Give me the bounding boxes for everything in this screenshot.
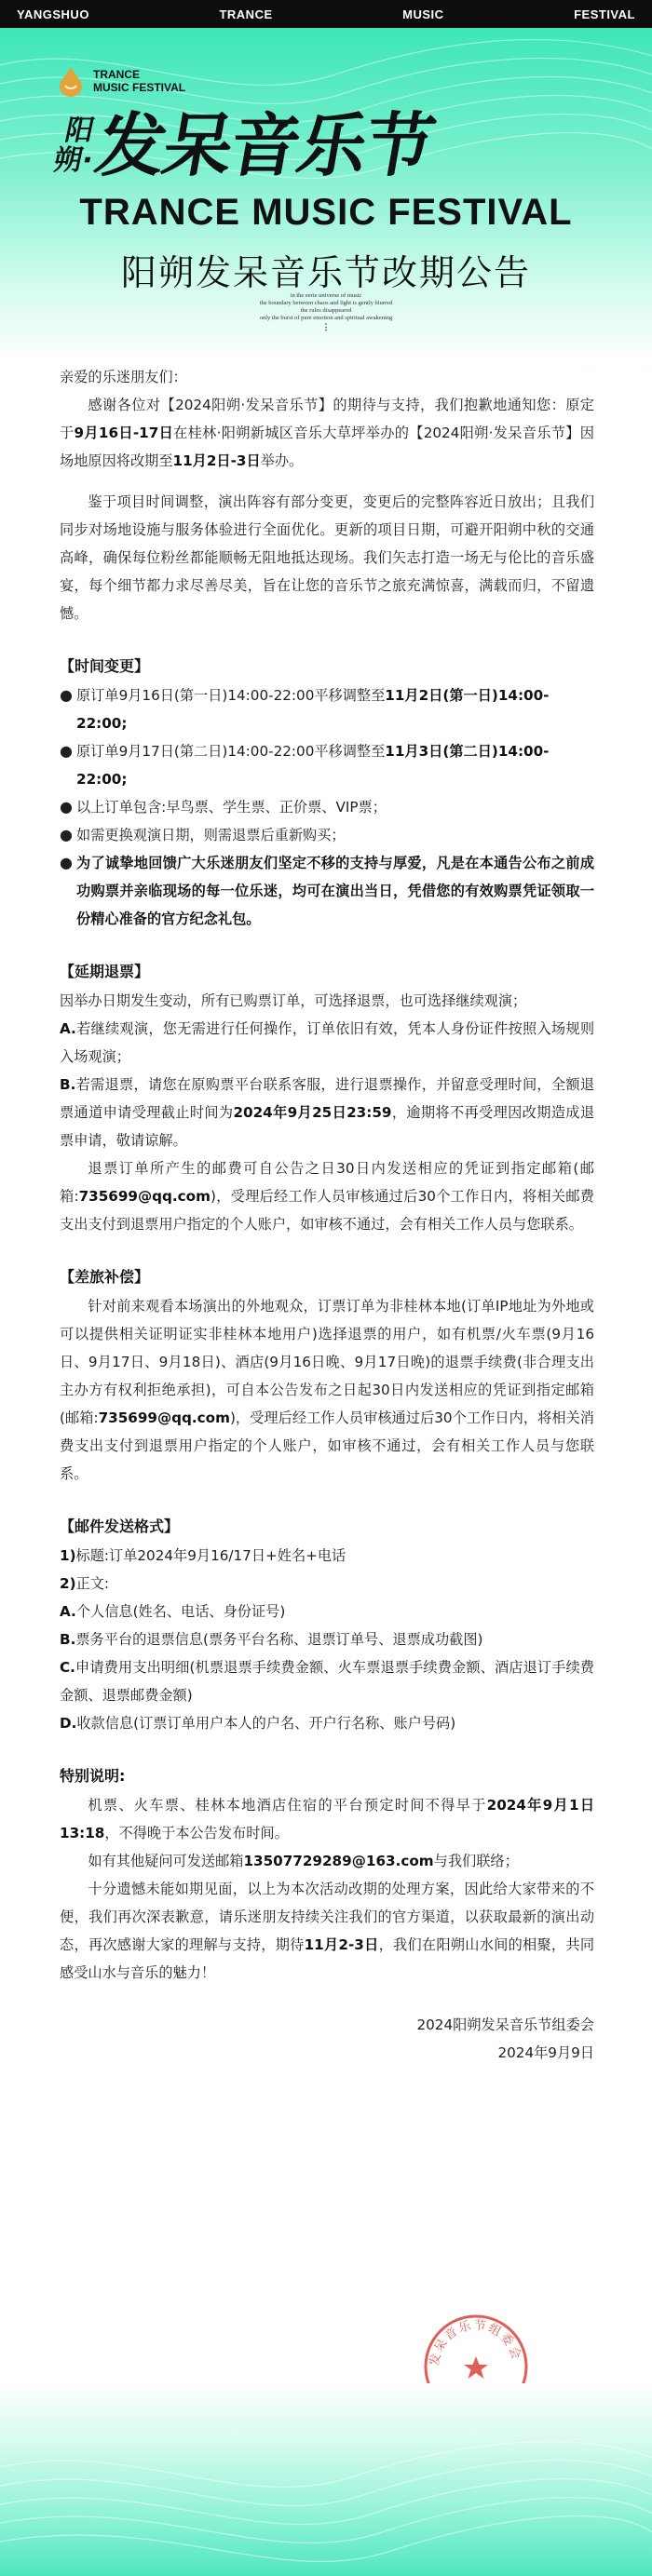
lineup-paragraph: 鉴于项目时间调整，演出阵容有部分变更，变更后的完整阵容近日放出；且我们同步对场地设施与服务体验进行全面优化。更新的项目日期，可避开阳朔中秋的交通高峰，确保每位粉丝都能顺畅无阻地抵达现场。我们矢志打造一场无与伦比的音乐盛宴，每个细节都力求尽善尽美，旨在让您的音乐节之旅充满惊喜，满载而归，不留遗憾。 xyxy=(60,493,594,622)
section-heading-time-change: 【时间变更】 xyxy=(60,657,150,675)
intro-paragraph xyxy=(60,391,594,475)
bullet-dot: ● xyxy=(60,826,73,843)
section-heading-travel: 【差旅补偿】 xyxy=(60,1268,150,1286)
mail-line-b xyxy=(60,1625,594,1653)
topbar-yangshuo: YANGSHUO xyxy=(17,7,89,21)
bullet-text: 如需更换观演日期，则需退票后重新购买； xyxy=(76,827,346,843)
new-day2-time: 11月3日(第二日)14:00-22:00; xyxy=(76,743,550,788)
postage-text-a: 退票订单所产生的邮费可自公告之日30日内发送相应的凭证到指定邮箱(邮箱: xyxy=(60,1160,594,1205)
top-bar xyxy=(0,0,652,28)
mail-text: 申请费用支出明细(机票退票手续费金额、火车票退票手续费金额、酒店退订手续费金额、退票邮费金额) xyxy=(60,1659,594,1704)
poem-line-3: the rules disappeared xyxy=(300,307,352,314)
logo-drop-icon xyxy=(54,65,88,97)
intro-text-e: 举办。 xyxy=(260,452,304,469)
greeting: 亲爱的乐迷朋友们： xyxy=(60,369,187,385)
refund-email: 735699@qq.com xyxy=(78,1188,211,1205)
signature-date: 2024年9月9日 xyxy=(497,2044,594,2061)
signature-org: 2024阳朔发呆音乐节组委会 xyxy=(416,2016,594,2033)
seal-star-icon xyxy=(464,2356,488,2379)
mail-line-a xyxy=(60,1598,594,1625)
special-contact-paragraph xyxy=(60,1847,594,1875)
seal-text: 发呆音乐节组委会 xyxy=(428,2318,523,2367)
contact-text-a: 如有其他疑问可发送邮箱 xyxy=(88,1853,244,1869)
reunion-dates: 11月2-3日 xyxy=(304,1936,379,1953)
notice-body xyxy=(60,363,594,2067)
travel-text-a: 针对前来观看本场演出的外地观众，订票订单为非桂林本地(订单IP地址为外地或可以提供相关证明证实非桂林本地用户)选择退票的用户，如有机票/火车票(9月16日、9月17日、9月18日)、酒店(9月16日晚、9月17日晚)的退票手续费(非合理支出主办方有权利拒绝承担)，可自本公告发布之日起30日内发送相应的凭证到指定邮箱(邮箱: xyxy=(60,1298,594,1426)
festival-title-en: TRANCE MUSIC FESTIVAL xyxy=(79,192,573,233)
refund-deadline: 2024年9月25日23:59 xyxy=(233,1104,392,1121)
section-heading-mail-format: 【邮件发送格式】 xyxy=(60,1517,180,1535)
mail-text: 正文: xyxy=(75,1575,110,1592)
special-text-c: ，不得晚于本公告发布时间。 xyxy=(104,1825,289,1841)
topbar-music: MUSIC xyxy=(402,7,444,21)
bullet-dot: ● xyxy=(60,798,73,816)
new-day1-time: 11月2日(第一日)14:00-22:00; xyxy=(76,687,550,732)
mail-text: 标题:订单2024年9月16/17日+姓名+电话 xyxy=(75,1547,346,1564)
poem-line-2: the boundary between chaos and light is gently blurred xyxy=(259,300,393,306)
bullet-item xyxy=(60,793,594,821)
poem-dots: ⋮ xyxy=(321,322,331,331)
mail-label: C. xyxy=(60,1659,75,1676)
mail-label: D. xyxy=(60,1715,77,1732)
bullet-dot: ● xyxy=(60,686,73,704)
bullet-text: 以上订单包含:早鸟票、学生票、正价票、VIP票； xyxy=(76,799,387,816)
travel-paragraph xyxy=(60,1292,594,1488)
festival-logo xyxy=(54,65,185,97)
topbar-festival: FESTIVAL xyxy=(574,7,635,21)
refund-option-b xyxy=(60,1071,594,1154)
mail-label: B. xyxy=(60,1631,76,1648)
mail-label: 1) xyxy=(60,1547,76,1564)
mail-label: 2) xyxy=(60,1575,76,1592)
refund-intro: 因举办日期发生变动，所有已购票订单，可选择退票，也可选择继续观演； xyxy=(60,992,527,1009)
postage-text-c: )，受理后经工作人员审核通过后30个工作日内，将相关邮费支出支付到退票用户指定的个人账户，如审核不通过，会有相关工作人员与您联系。 xyxy=(60,1188,594,1233)
hero-banner xyxy=(0,28,652,363)
section-heading-special: 特别说明: xyxy=(60,1767,126,1785)
bullet-item xyxy=(60,681,594,737)
option-text-tail: ，逾期将不再受理因改期造成退票申请，敬请谅解。 xyxy=(60,1104,595,1149)
booking-cutoff: 2024年9月1日13:18 xyxy=(60,1797,595,1841)
mail-line-body xyxy=(60,1570,594,1598)
bullet-item xyxy=(60,821,594,849)
closing-text-c: ，我们在阳朔山水间的相聚，共同感受山水与音乐的魅力！ xyxy=(60,1936,595,1981)
special-closing-paragraph xyxy=(60,1875,594,1987)
refund-postage-paragraph xyxy=(60,1154,594,1238)
refund-option-a xyxy=(60,1015,594,1071)
new-dates: 11月2日-3日 xyxy=(172,452,261,469)
bullet-item xyxy=(60,737,594,793)
bullet-dot: ● xyxy=(60,742,73,760)
option-label: A. xyxy=(60,1020,76,1037)
topbar-trance: TRANCE xyxy=(219,7,273,21)
travel-email: 735699@qq.com xyxy=(98,1409,230,1426)
logo-line2: MUSIC FESTIVAL xyxy=(93,81,186,94)
closing-text-a: 十分遗憾未能如期见面，以上为本次活动改期的处理方案，因此给大家带来的不便，我们再次深表歉意，请乐迷朋友持续关注我们的官方渠道，以获取最新的演出动态，再次感谢大家的理解与支持，期待 xyxy=(60,1881,594,1953)
mail-text: 票务平台的退票信息(票务平台名称、退票订单号、退票成功截图) xyxy=(75,1631,483,1648)
gift-bullet-text: 为了诚挚地回馈广大乐迷朋友们坚定不移的支持与厚爱，凡是在本通告公布之前成功购票并亲临现场的每一位乐迷，均可在演出当日，凭借您的有效购票凭证领取一份精心准备的官方纪念礼包。 xyxy=(76,855,594,927)
title-yangshuo: 阳朔· xyxy=(50,115,98,177)
mail-line-d xyxy=(60,1709,594,1737)
special-booking-paragraph xyxy=(60,1791,594,1847)
mail-label: A. xyxy=(60,1603,76,1620)
title-fadai-music-festival: 发呆音乐节 xyxy=(89,106,440,186)
poem-line-4: only the burst of pure emotion and spiritual awakening xyxy=(259,315,393,321)
logo-line1: TRANCE xyxy=(93,68,140,81)
special-text-a: 机票、火车票、桂林本地酒店住宿的平台预定时间不得早于 xyxy=(88,1797,487,1814)
travel-text-c: )，受理后经工作人员审核通过后30个工作日内，将相关消费支出支付到退票用户指定的个人账户，如审核不通过，会有相关工作人员与您联系。 xyxy=(60,1409,594,1482)
contact-text-c: 与我们联络； xyxy=(433,1853,519,1869)
mail-text: 收款信息(订票订单用户本人的户名、开户行名称、账户号码) xyxy=(76,1715,456,1732)
intro-text-c: 在桂林·阳朔新城区音乐大草坪举办的【2024阳朔·发呆音乐节】因场地原因将改期至 xyxy=(60,425,594,469)
intro-text-a: 感谢各位对【2024阳朔·发呆音乐节】的期待与支持，我们抱歉地通知您：原定于 xyxy=(60,397,594,441)
festival-title-cn xyxy=(50,106,440,186)
mail-text: 个人信息(姓名、电话、身份证号) xyxy=(75,1603,286,1620)
bullet-text: 原订单9月16日(第一日)14:00-22:00平移调整至 xyxy=(76,687,386,704)
mail-line-c xyxy=(60,1653,594,1709)
bullet-item xyxy=(60,849,594,933)
original-dates: 9月16日-17日 xyxy=(74,425,174,441)
notice-title: 阳朔发呆音乐节改期公告 xyxy=(120,252,531,293)
bullet-dot: ● xyxy=(60,854,73,871)
poem-caption xyxy=(0,292,652,331)
poem-line-1: in the eerie universe of music xyxy=(290,292,362,299)
footer-wave-decoration xyxy=(0,2383,652,2576)
option-text: 若需退票，请您在原购票平台联系客服，进行退票操作，并留意受理时间，全额退票通道申请受理截止时间为 xyxy=(60,1076,594,1121)
mail-line-subject xyxy=(60,1542,594,1570)
bullet-text: 原订单9月17日(第二日)14:00-22:00平移调整至 xyxy=(76,743,386,760)
section-heading-refund: 【延期退票】 xyxy=(60,963,150,980)
option-label: B. xyxy=(60,1076,76,1093)
footer-wave-band xyxy=(0,2383,652,2576)
option-text: 若继续观演，您无需进行任何操作，订单依旧有效，凭本人身份证件按照入场规则入场观演； xyxy=(60,1020,594,1065)
contact-email: 13507729289@163.com xyxy=(243,1853,434,1869)
